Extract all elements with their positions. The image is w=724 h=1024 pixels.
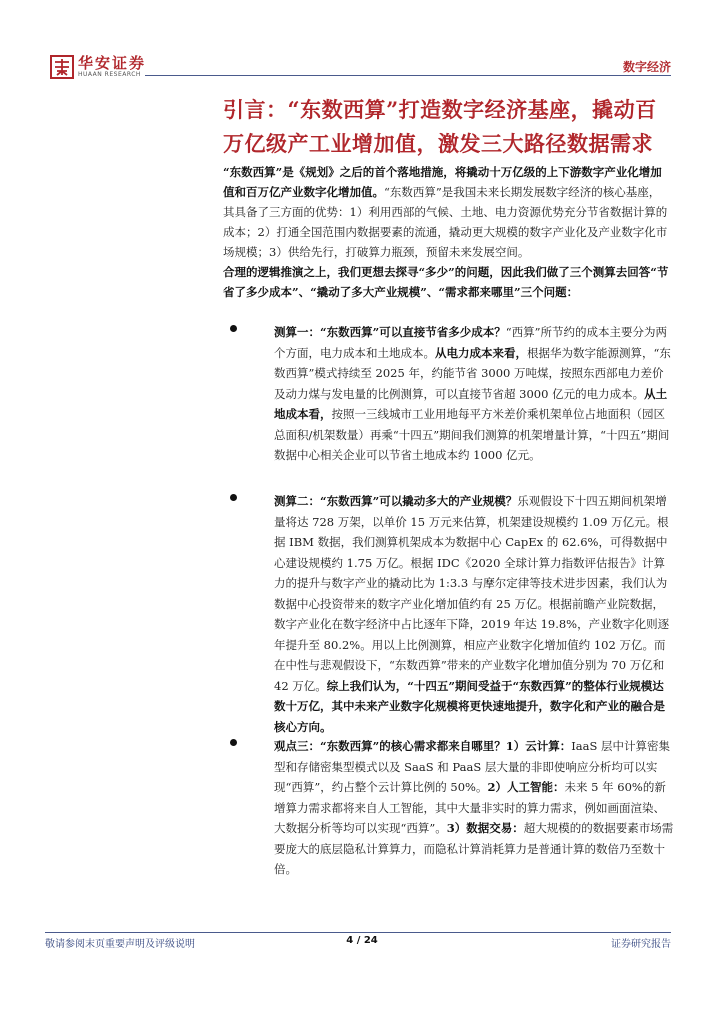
section-tag: 数字经济 (622, 60, 671, 74)
bullet-item-view-3 (230, 736, 675, 880)
bullet-body: 未来 5 年 60%的新增算力需求都将来自人工智能，其中大量非实时的算力需求，例如画面渲染、大数据分析等均可以实现“西算”。 (274, 780, 666, 835)
bullet-conclusion: 综上我们认为，“十四五”期间受益于“东数西算”的整体行业规模达数十万亿，其中未来产业数字化规模将更快速地提升，数字化和产业的融合是核心方向。 (274, 678, 665, 734)
header-rule (145, 75, 671, 76)
intro-question: 合理的逻辑推演之上，我们更想去探寻“多少”的问题，因此我们做了三个测算去回答“节省了多少成本”、“撬动了多大产业规模”、“需求都来哪里”三个问题： (223, 265, 669, 299)
bullet-emphasis: 从电力成本来看， (435, 345, 527, 360)
bullet-emphasis: 从土地成本看， (274, 386, 668, 421)
bullet-emphasis: 2）人工智能： (487, 780, 565, 794)
intro-text: “东数西算”是我国未来长期发展数字经济的核心基座，其具备了三方面的优势：1）利用西部的气候、土地、电力资源优势充分节省数据计算的成本；2）打通全国范围内数据要素的流通，撬动更大规模的数字产业化及产业数字化市场规模；3）供给先行，打破算力瓶颈，预留未来发展空间。 (223, 185, 668, 259)
bullet-emphasis: 3）数据交易： (446, 821, 524, 835)
bullet-body: IaaS 层中计算密集型和存储密集型模式以及 SaaS 和 PaaS 层大量的非即使响应分析均可以实现“西算”，约占整个云计算比例的 50%。 (274, 739, 671, 794)
intro-bold-lead: “东数西算”是《规划》之后的首个落地措施，将撬动十万亿级的上下游数字产业化增加值和百万亿产业数字化增加值。 (223, 165, 662, 199)
intro-paragraph (223, 162, 670, 302)
bullet-text (274, 322, 675, 466)
bullet-icon (230, 325, 237, 332)
bullet-icon (230, 494, 237, 501)
footer-report-type: 证券研究报告 (611, 939, 671, 950)
bullet-item-estimate-2 (230, 491, 675, 737)
bullet-body: 按照一三线城市工业用地每平方米差价乘机架单位占地面积（园区总面积/机架数量）再乘“十四五”期间我们测算的机架增量计算，“十四五”期间数据中心相关企业可以节省土地成本约 1000 亿元。 (274, 407, 670, 462)
page-number: 4 / 24 (346, 935, 378, 946)
bullet-body: 根据华为数字能源测算，“东数西算”模式持续至 2025 年，约能节省 3000 万吨煤，按照东西部电力差价及动力煤与发电量的比例测算，可以直接节省超 3000 亿元的电力成本。 (274, 345, 671, 401)
huaan-logo-icon (50, 55, 74, 79)
footer-disclaimer: 敬请参阅末页重要声明及评级说明 (45, 939, 195, 950)
bullet-icon (230, 739, 237, 746)
bullet-text (274, 491, 675, 737)
bullet-body: “西算”所节约的成本主要分为两个方面，电力成本和土地成本。 (274, 325, 667, 360)
brand-name-en: HUAAN RESEARCH (78, 71, 141, 78)
bullet-heading: 观点三：“东数西算”的核心需求都来自哪里？1）云计算： (274, 739, 572, 753)
bullet-heading: 测算二：“东数西算”可以撬动多大的产业规模？ (274, 494, 518, 508)
page-title: 引言：“东数西算”打造数字经济基座，撬动百万亿级产工业增加值，激发三大路径数据需求 (223, 97, 657, 156)
footer-rule (45, 932, 671, 933)
bullet-body: 超大规模的的数据要素市场需要庞大的底层隐私计算算力，而隐私计算消耗算力是普通计算的数倍乃至数十倍。 (274, 821, 674, 876)
bullet-item-estimate-1 (230, 322, 675, 466)
bullet-body: 乐观假设下十四五期间机架增量将达 728 万架，以单价 15 万元来估算，机架建设规模约 1.09 万亿元。根据 IBM 数据，我们测算机架成本为数据中心 CapEx 的 62.6%，可得数据中心建设规模约 1.75 万亿。根据 IDC《2020 全球计算力指数评估报告》计算力的提升与数字产业的撬动比为 1:3.3 与摩尔定律等技术进步因素，我们认为数据中心投资带来的数字产业化增加值约有 25 万亿。根据前瞻产业院数据，数字产业化在数字经济中占比逐年下降，2019 年达 19.8%，产业数字化则逐年提升至 80.2%。用以上比例测算，相应产业数字化增加值约 102 万亿。而在中性与悲观假设下，“东数西算”带来的产业数字化增加值分别为 70 万亿和 42 万亿。 (274, 494, 670, 693)
bullet-heading: 测算一：“东数西算”可以直接节省多少成本？ (274, 325, 506, 339)
bullet-text (274, 736, 675, 880)
brand-name: 华安证券 (78, 54, 147, 72)
